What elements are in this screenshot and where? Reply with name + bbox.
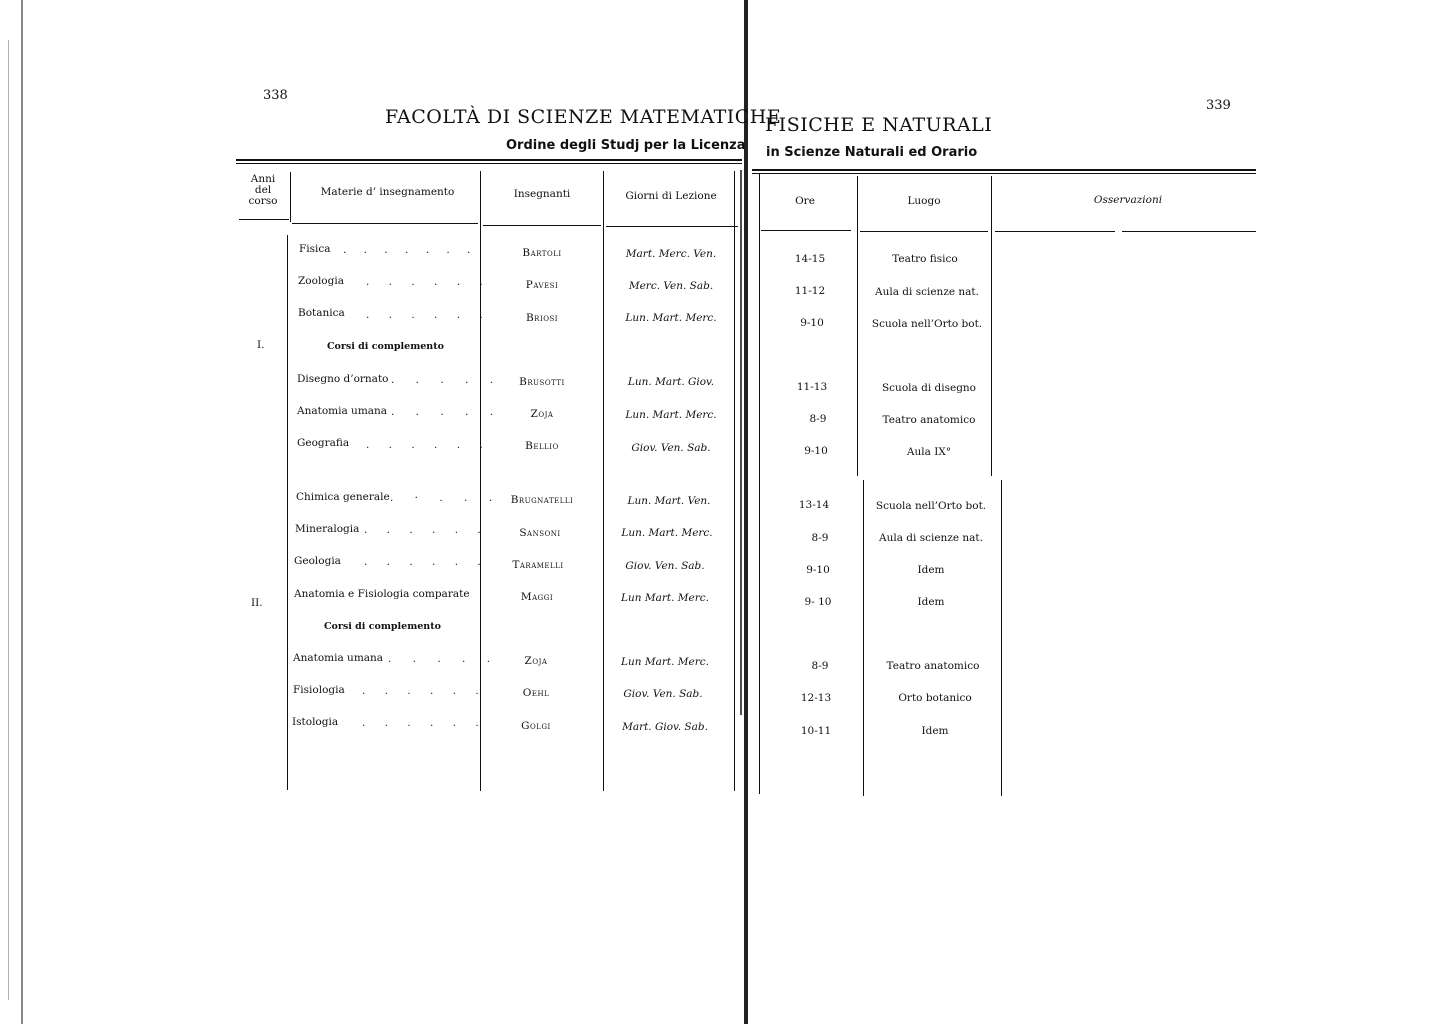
scan-edge-left <box>21 0 23 1024</box>
ore: 9-10 <box>804 445 828 457</box>
insegnante: Sansoni <box>519 527 561 539</box>
giorni: Giov. Ven. Sab. <box>623 688 703 700</box>
luogo: Orto botanico <box>898 692 972 704</box>
ore: 9- 10 <box>804 596 832 608</box>
insegnante: Oehl <box>522 687 550 699</box>
header-bottom-rule-right <box>761 230 851 231</box>
insegnante: Maggi <box>520 591 554 603</box>
leader-dots: . . . . . . <box>362 685 487 697</box>
giorni: Mart. Giov. Sab. <box>622 721 708 733</box>
leader-dots: . . . . . . . <box>343 244 478 256</box>
giorni: Merc. Ven. Sab. <box>628 280 714 292</box>
ore: 11-13 <box>796 381 828 393</box>
column-divider-materie <box>287 235 288 790</box>
header-bottom-rule-right <box>860 231 988 232</box>
header-giorni: Giorni di Lezione <box>625 190 717 202</box>
column-divider-ore <box>759 174 760 794</box>
insegnante: Taramelli <box>512 559 564 571</box>
leader-dots: . . . . . <box>388 653 500 665</box>
giorni: Lun. Mart. Ven. <box>627 495 711 507</box>
page-title-left: FACOLTÀ DI SCIENZE MATEMATICHE <box>385 106 782 128</box>
luogo: Scuola nell’Orto bot. <box>875 500 987 512</box>
page-number-right: 339 <box>1206 98 1231 113</box>
table-top-rule-left-2 <box>236 163 742 164</box>
header-luogo: Luogo <box>907 195 941 207</box>
leader-dots: . · . . . <box>390 492 502 504</box>
ore: 14-15 <box>794 253 826 265</box>
year-label: II. <box>251 597 263 609</box>
page-subtitle-right: in Scienze Naturali ed Orario <box>766 145 978 160</box>
materia: Istologia <box>292 716 339 728</box>
insegnante: Briosi <box>525 312 559 324</box>
giorni: Mart. Merc. Ven. <box>625 248 717 260</box>
page-subtitle-left: Ordine degli Studj per la Licenza <box>506 138 746 153</box>
header-bottom-rule-right <box>995 231 1115 232</box>
materia: Fisiologia <box>293 684 345 696</box>
table-top-rule-left <box>236 159 742 161</box>
materia: Geologia <box>294 555 341 567</box>
insegnante: Brusotti <box>519 376 565 388</box>
materia: Zoologia <box>298 275 344 287</box>
ore: 9-10 <box>800 317 824 329</box>
table-top-rule-right <box>752 169 1256 171</box>
insegnante: Bartoli <box>522 247 562 259</box>
ore: 8-9 <box>809 413 827 425</box>
luogo: Idem <box>917 564 945 576</box>
header-materie: Materie d’ insegnamento <box>320 186 455 198</box>
insegnante: Pavesi <box>525 279 559 291</box>
luogo: Aula IX° <box>906 446 952 458</box>
luogo: Scuola di disegno <box>881 382 977 394</box>
materia: Mineralogia <box>295 523 360 535</box>
header-osservazioni: Osservazioni <box>1093 194 1163 206</box>
giorni: Giov. Ven. Sab. <box>625 560 705 572</box>
leader-dots: . . . . . . <box>364 556 489 568</box>
header-bottom-rule-left <box>292 223 478 224</box>
giorni: Giov. Ven. Sab. <box>631 442 711 454</box>
page-title-right: FISICHE E NATURALI <box>765 114 993 136</box>
ore: 9-10 <box>806 564 830 576</box>
page-number-left: 338 <box>263 88 288 103</box>
insegnante: Golgi <box>521 720 551 732</box>
insegnante: Brugnatelli <box>510 494 574 506</box>
materia: Geografia <box>297 437 350 449</box>
header-anni-del-corso: Anni del corso <box>248 173 278 207</box>
luogo: Aula di scienze nat. <box>879 532 983 544</box>
luogo: Aula di scienze nat. <box>875 286 979 298</box>
luogo: Teatro anatomico <box>882 414 976 426</box>
column-divider-materie <box>290 172 291 222</box>
section-heading-corsi-complemento: Corsi di complemento <box>327 341 444 352</box>
scan-edge-left-inner <box>8 40 9 1000</box>
giorni: Lun. Mart. Merc. <box>621 527 713 539</box>
header-bottom-rule-left <box>606 226 738 227</box>
leader-dots: . . . . . . <box>362 717 487 729</box>
giorni: Lun Mart. Merc. <box>621 656 709 668</box>
leader-dots: . . . . . <box>391 374 503 386</box>
luogo: Teatro fisico <box>892 253 958 265</box>
section-heading-corsi-complemento: Corsi di complemento <box>324 621 441 632</box>
ore: 10-11 <box>800 725 832 737</box>
column-divider-luogo <box>863 480 864 796</box>
ore: 8-9 <box>811 660 829 672</box>
giorni: Lun. Mart. Giov. <box>627 376 715 388</box>
year-label: I. <box>257 339 265 351</box>
ore: 11-12 <box>794 285 826 297</box>
book-gutter <box>744 0 748 1024</box>
leader-dots: . . . . . . <box>366 276 491 288</box>
column-divider-right-edge <box>734 171 735 791</box>
materia: Chimica generale <box>296 491 390 503</box>
leader-dots: . . . . . <box>391 406 503 418</box>
materia: Disegno d’ornato <box>297 373 389 385</box>
header-bottom-rule-left <box>239 219 289 220</box>
giorni: Lun Mart. Merc. <box>621 592 709 604</box>
leader-dots: . . . . . . <box>364 524 489 536</box>
ore: 13-14 <box>798 499 830 511</box>
luogo: Scuola nell’Orto bot. <box>871 318 983 330</box>
header-bottom-rule-right <box>1122 231 1256 232</box>
materia: Anatomia umana <box>297 405 388 417</box>
luogo: Idem <box>921 725 949 737</box>
leader-dots: . . . . . . <box>366 309 491 321</box>
luogo: Idem <box>917 596 945 608</box>
giorni: Lun. Mart. Merc. <box>625 409 717 421</box>
insegnante: Zoja <box>524 655 548 667</box>
materia: Fisica <box>299 243 331 255</box>
header-insegnanti: Insegnanti <box>513 188 571 200</box>
table-top-rule-right-2 <box>752 173 1256 174</box>
book-gutter-inner <box>740 170 742 715</box>
materia: Anatomia e Fisiologia comparate <box>294 588 470 600</box>
ore: 8-9 <box>811 532 829 544</box>
giorni: Lun. Mart. Merc. <box>625 312 717 324</box>
insegnante: Zoja <box>530 408 554 420</box>
insegnante: Bellio <box>525 440 559 452</box>
header-ore: Ore <box>795 195 815 207</box>
luogo: Teatro anatomico <box>886 660 980 672</box>
materia: Anatomia umana <box>293 652 384 664</box>
header-bottom-rule-left <box>483 225 601 226</box>
leader-dots: . . . . . . <box>366 439 491 451</box>
column-divider-osservazioni <box>1001 480 1002 796</box>
materia: Botanica <box>298 307 345 319</box>
ore: 12-13 <box>800 692 832 704</box>
